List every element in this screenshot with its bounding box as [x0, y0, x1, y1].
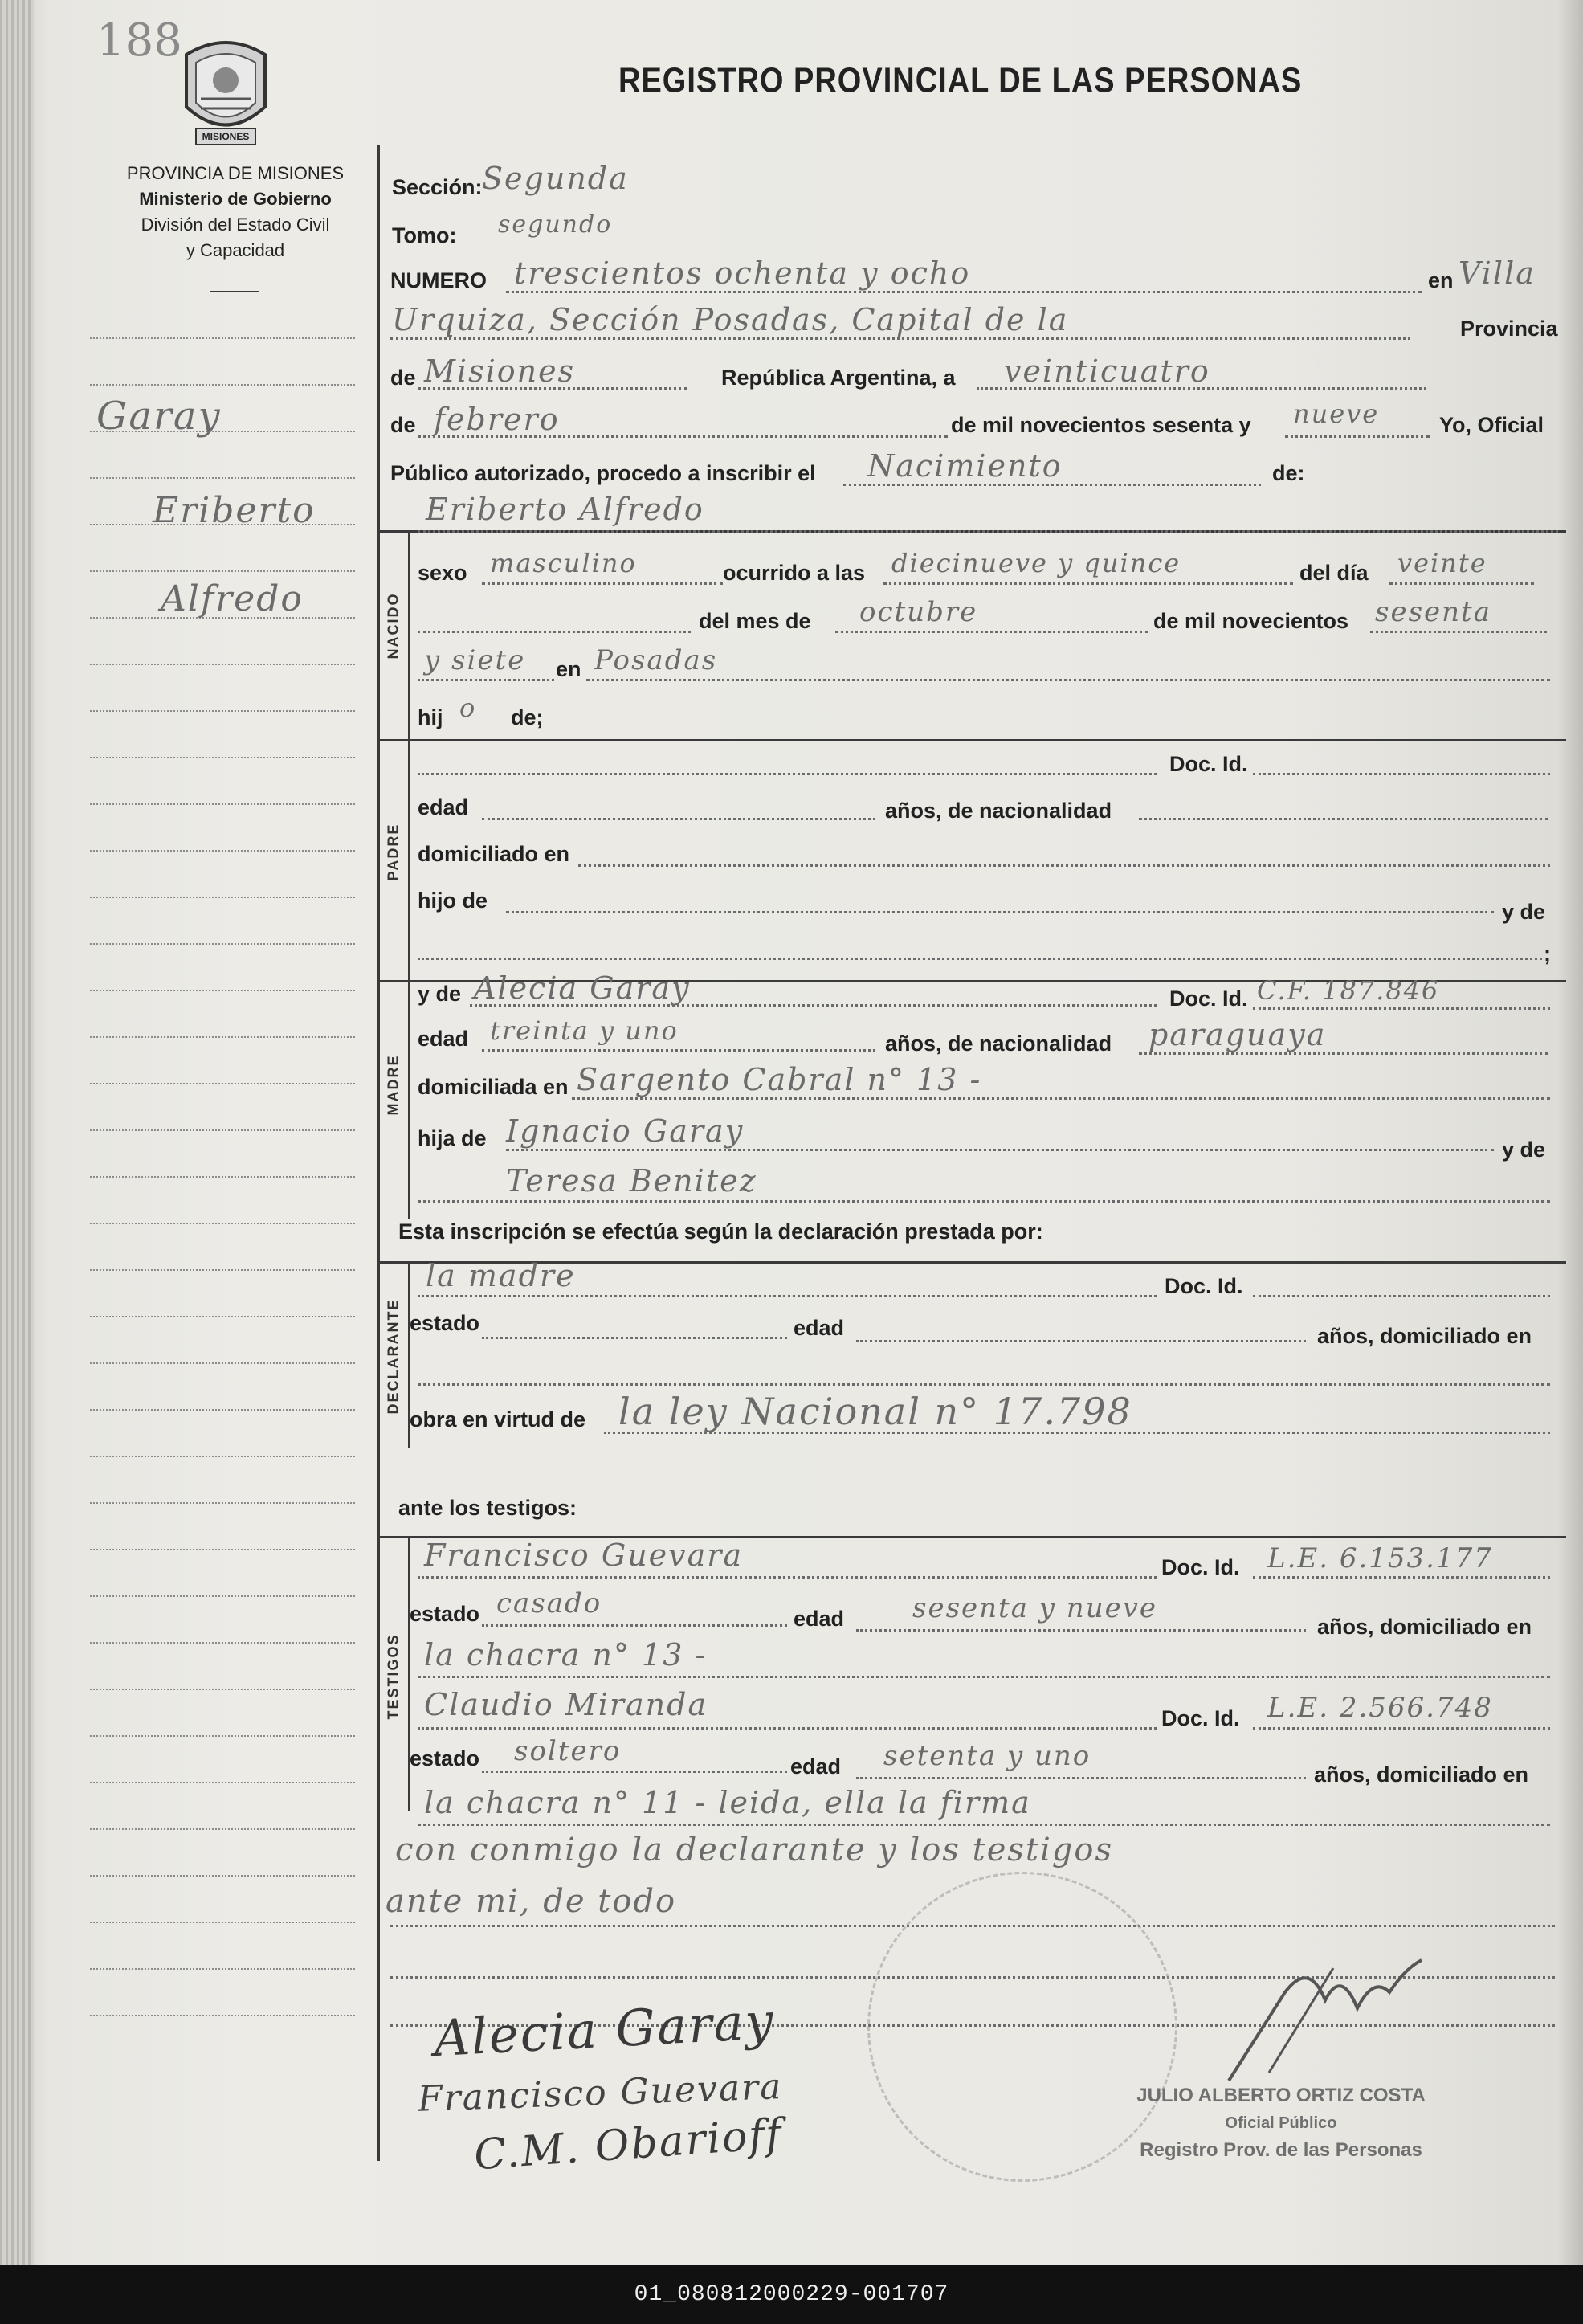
margin-rule-line [90, 850, 355, 852]
value-sexo: masculino [490, 548, 637, 578]
label-obra: obra en virtud de [410, 1407, 586, 1432]
margin-rule-line [90, 1549, 355, 1550]
label-padre-hijo: hijo de [418, 888, 488, 913]
label-testigo2-estado: estado [410, 1746, 480, 1771]
label-padre-edad: edad [418, 795, 469, 819]
margin-rule-line [90, 803, 355, 805]
dots-testigo1-doc [1253, 1576, 1550, 1579]
label-declarante-edad: edad [794, 1316, 845, 1340]
label-de-1: de [390, 366, 416, 390]
dots-declarante-doc [1253, 1295, 1550, 1297]
dots-padre-doc [1253, 773, 1550, 775]
margin-rule-line [90, 1828, 355, 1830]
margin-rule-line [90, 1595, 355, 1597]
value-anio-nac: sesenta [1375, 596, 1491, 628]
label-testigo1-edad: edad [794, 1607, 845, 1631]
value-madre-nombre: Alecia Garay [474, 970, 691, 1006]
dots-declarante-estado [482, 1337, 787, 1339]
value-testigo1-doc: L.E. 6.153.177 [1267, 1542, 1493, 1575]
vrule-madre [408, 982, 410, 1219]
label-padre-y-de: y de [1502, 900, 1546, 924]
margin-rule-line [90, 664, 355, 665]
margin-rule-line [90, 710, 355, 712]
signature-madre: Alecia Garay [432, 1991, 777, 2069]
value-testigo2-estado: soltero [514, 1735, 622, 1767]
value-cierre1: con conmigo la declarante y los testigos [395, 1832, 1113, 1869]
value-testigo1-estado: casado [496, 1587, 602, 1619]
value-testigo1-edad: sesenta y nueve [912, 1592, 1158, 1624]
dots-declarante-dom [418, 1383, 1550, 1386]
side-label-padre: PADRE [385, 823, 402, 881]
label-del-dia: del día [1299, 561, 1369, 585]
rule-padre-top [377, 739, 1566, 741]
dots-padre-hijo [506, 911, 1494, 913]
value-seccion: Segunda [482, 161, 629, 196]
value-mes: febrero [434, 402, 560, 437]
label-madre-dom: domiciliada en [418, 1075, 569, 1099]
margin-note-name1: Eriberto [153, 490, 316, 531]
value-cierre2: ante mi, de todo [386, 1883, 677, 1920]
value-testigo1-dom: la chacra n° 13 - [424, 1637, 708, 1673]
margin-rule-line [90, 990, 355, 991]
label-de-mil-nov: de mil novecientos [1153, 609, 1349, 633]
margin-rule-line [90, 1176, 355, 1178]
label-declarante-estado: estado [410, 1311, 480, 1335]
label-testigo2-edad: edad [790, 1754, 842, 1779]
label-ocurrido: ocurrido a las [723, 561, 866, 585]
left-header-line3: División del Estado Civil [141, 214, 330, 235]
dots-padre-nac [1139, 818, 1548, 820]
dots-testigo2 [418, 1727, 1157, 1730]
value-mes-nac: octubre [859, 596, 978, 628]
label-yo-oficial: Yo, Oficial [1439, 413, 1544, 437]
value-madre-nac: paraguaya [1148, 1017, 1327, 1052]
left-header-line2: Ministerio de Gobierno [139, 189, 332, 209]
label-republica: República Argentina, a [721, 366, 956, 390]
label-sexo: sexo [418, 561, 467, 585]
dots-lugar-nac [586, 679, 1550, 681]
official-name: JULIO ALBERTO ORTIZ COSTA [1136, 2085, 1426, 2106]
side-label-testigos: TESTIGOS [385, 1633, 402, 1720]
crest-label: MISIONES [202, 131, 250, 142]
margin-rule-line [90, 1036, 355, 1038]
label-testigos: ante los testigos: [398, 1496, 577, 1520]
label-madre-hija: hija de [418, 1126, 487, 1150]
dots-padre-nombre [418, 773, 1157, 775]
dots-testigo2-doc [1253, 1727, 1550, 1730]
dots-declarante-edad [856, 1340, 1306, 1342]
dots-tipo [843, 484, 1261, 486]
book-binding [0, 0, 34, 2265]
official-registry: Registro Prov. de las Personas [1140, 2139, 1422, 2161]
label-padre-doc: Doc. Id. [1169, 752, 1248, 776]
value-testigo2: Claudio Miranda [424, 1687, 708, 1722]
label-testigo2-anios: años, domiciliado en [1314, 1762, 1529, 1787]
margin-rule-line [90, 1968, 355, 1970]
dots-madre-nac [1139, 1052, 1548, 1055]
label-testigo2-doc: Doc. Id. [1161, 1706, 1240, 1730]
margin-rule-line [90, 1502, 355, 1504]
dots-anio-nac [1370, 631, 1547, 633]
margin-rule-line [90, 897, 355, 898]
margin-rule-line [90, 337, 355, 339]
dots-blank-1 [418, 631, 691, 633]
dots-anio-nac2 [418, 679, 554, 681]
provincial-crest [178, 31, 273, 151]
official-stamp [1092, 2082, 1470, 2164]
label-testigo1-doc: Doc. Id. [1161, 1555, 1240, 1579]
value-testigo2-edad: setenta y uno [883, 1740, 1091, 1772]
left-header-rule [210, 291, 259, 292]
dots-testigo2-edad [856, 1777, 1306, 1779]
dots-lugar [390, 337, 1410, 340]
margin-rule-line [90, 943, 355, 945]
dots-testigo2-estado [482, 1771, 787, 1773]
margin-rule-line [90, 1362, 355, 1364]
label-testigo1-anios: años, domiciliado en [1317, 1615, 1532, 1639]
official-role: Oficial Público [1225, 2114, 1337, 2132]
side-label-madre: MADRE [385, 1054, 402, 1116]
label-de-mil: de mil novecientos sesenta y [951, 413, 1251, 437]
value-dia: veinticuatro [1004, 353, 1210, 389]
official-signature-scribble [1221, 1944, 1430, 2089]
label-madre-nac: años, de nacionalidad [885, 1031, 1112, 1056]
label-de-semicolon: de; [511, 705, 544, 729]
side-label-nacido: NACIDO [385, 592, 402, 660]
value-madre-padre: Ignacio Garay [506, 1113, 745, 1149]
margin-rule-line [90, 1689, 355, 1690]
value-madre-doc: C.F. 187.846 [1257, 975, 1440, 1006]
vrule-nacido [408, 532, 410, 739]
value-provincia: Misiones [424, 353, 576, 389]
margin-rule-line [90, 1316, 355, 1317]
label-testigo1-estado: estado [410, 1602, 480, 1626]
value-madre-edad: treinta y uno [490, 1015, 679, 1046]
dots-madre-doc [1253, 1007, 1550, 1010]
dots-testigo2-dom [418, 1824, 1550, 1826]
label-numero: NUMERO [390, 268, 487, 292]
margin-rule-line [90, 1409, 355, 1411]
signature-testigo: Francisco Guevara [417, 2066, 784, 2120]
label-tomo: Tomo: [392, 223, 457, 247]
margin-rule-line [90, 757, 355, 758]
value-testigo1: Francisco Guevara [424, 1538, 744, 1573]
margin-rule-line [90, 1922, 355, 1923]
dots-hora [883, 582, 1293, 585]
label-madre-doc: Doc. Id. [1169, 986, 1248, 1011]
left-header-line1: PROVINCIA DE MISIONES [126, 163, 345, 183]
margin-note-name2: Alfredo [161, 578, 304, 619]
value-obra: la ley Nacional n° 17.798 [618, 1390, 1132, 1433]
margin-rule-line [90, 1782, 355, 1783]
dots-testigo1-estado [482, 1624, 787, 1627]
dots-madre-edad [482, 1049, 875, 1052]
margin-rule-line [90, 2015, 355, 2016]
margin-rule-line [90, 1456, 355, 1457]
label-padre-nac: años, de nacionalidad [885, 798, 1112, 823]
margin-rule-line [90, 384, 355, 386]
label-en-nac: en [556, 657, 581, 681]
label-seccion: Sección: [392, 175, 483, 199]
dots-padre-extra [418, 958, 1542, 960]
left-header [87, 161, 384, 263]
value-madre-madre: Teresa Benitez [506, 1163, 757, 1199]
label-inscripcion: Esta inscripción se efectúa según la declaración prestada por: [398, 1219, 1043, 1244]
scan-footer [0, 2265, 1583, 2324]
dots-madre-madre [418, 1200, 1550, 1203]
value-anio: nueve [1293, 398, 1380, 429]
label-padre-dom: domiciliado en [418, 842, 570, 866]
margin-rule-line [90, 1875, 355, 1877]
label-declarante-doc: Doc. Id. [1165, 1274, 1243, 1298]
value-hora: diecinueve y quince [891, 548, 1181, 578]
left-header-line4: y Capacidad [186, 240, 285, 260]
value-declarante: la madre [426, 1258, 576, 1293]
margin-rule-line [90, 1269, 355, 1271]
margin-rule-line [90, 570, 355, 572]
margin-rule-line [90, 1642, 355, 1644]
value-lugar: Urquiza, Sección Posadas, Capital de la [392, 302, 1069, 337]
value-testigo2-dom: la chacra n° 11 - leida, ella la firma [424, 1785, 1031, 1820]
label-provincia: Provincia [1460, 317, 1558, 341]
dots-sexo [482, 582, 723, 585]
label-padre-semicolon: ; [1544, 941, 1551, 966]
dots-mes-nac [835, 631, 1148, 633]
margin-rule-line [90, 1129, 355, 1131]
dots-dia-nac [1389, 582, 1534, 585]
value-hijo-letra: o [459, 692, 477, 723]
side-label-declarante: DECLARANTE [385, 1298, 402, 1415]
label-en: en [1428, 268, 1454, 292]
margin-rule-line [90, 1735, 355, 1737]
dots-testigo1-edad [856, 1629, 1306, 1632]
label-declarante-anios: años, domiciliado en [1317, 1324, 1532, 1348]
label-publico: Público autorizado, procedo a inscribir el [390, 461, 816, 485]
label-de-2: de [390, 413, 416, 437]
main-vertical-rule [377, 145, 380, 2161]
label-hij: hij [418, 705, 443, 729]
label-de-colon: de: [1272, 461, 1305, 485]
dots-madre-hija [506, 1149, 1494, 1151]
margin-rule-line [90, 477, 355, 479]
value-numero: trescientos ochenta y ocho [514, 255, 971, 291]
dots-padre-edad [482, 818, 875, 820]
value-madre-dom: Sargento Cabral n° 13 - [577, 1062, 982, 1097]
value-nombre: Eriberto Alfredo [426, 492, 704, 527]
margin-rule-line [90, 1083, 355, 1084]
dots-nombre [418, 530, 1558, 533]
signature-third: C.M. Obarioff [472, 2110, 785, 2180]
dots-padre-dom [578, 864, 1550, 867]
dots-testigo1 [418, 1576, 1157, 1579]
value-tipo: Nacimiento [867, 448, 1063, 484]
label-madre-y-de: y de [418, 982, 462, 1006]
footer-id: 01_080812000229-001707 [634, 2282, 949, 2307]
label-del-mes: del mes de [699, 609, 811, 633]
value-lugar-nac: Posadas [594, 644, 718, 676]
dots-madre-dom [572, 1097, 1550, 1100]
dots-numero [506, 291, 1422, 293]
margin-note-surname: Garay [96, 394, 222, 439]
value-en: Villa [1459, 255, 1536, 291]
dots-anio [1285, 435, 1430, 438]
dots-declarante [418, 1295, 1157, 1297]
label-madre-edad: edad [418, 1027, 469, 1051]
value-anio-nac2: y siete [424, 644, 526, 676]
value-dia-nac: veinte [1397, 548, 1487, 578]
margin-rule-line [90, 1223, 355, 1224]
dots-testigo1-dom [418, 1676, 1550, 1678]
header-title: REGISTRO PROVINCIAL DE LAS PERSONAS [618, 61, 1303, 101]
page-number: 188 [96, 14, 182, 67]
value-testigo2-doc: L.E. 2.566.748 [1267, 1692, 1493, 1724]
label-madre-y-de2: y de [1502, 1137, 1546, 1162]
value-tomo: segundo [498, 210, 613, 239]
vrule-padre [408, 741, 410, 980]
